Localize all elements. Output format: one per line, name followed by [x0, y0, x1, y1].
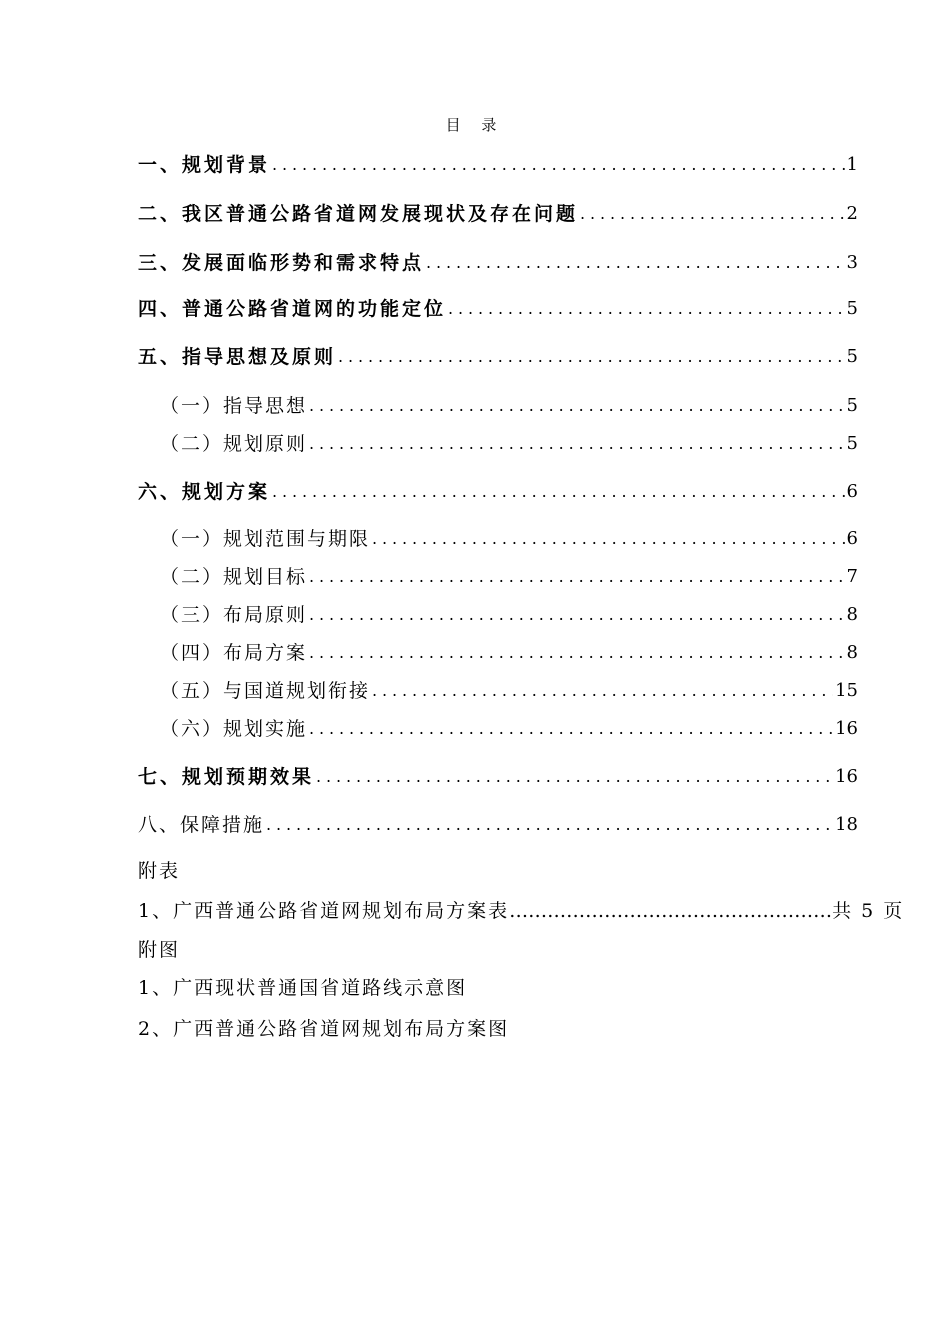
toc-entry[interactable]: [160, 714, 858, 742]
toc-entry[interactable]: [160, 429, 858, 457]
toc-entry-page: 2: [846, 203, 858, 224]
toc-entry-label: 五、指导思想及原则: [138, 346, 337, 368]
toc-entry-page: 6: [846, 528, 858, 549]
toc-leader: [266, 814, 833, 836]
toc-entry[interactable]: [160, 676, 858, 704]
toc-entry-label: （五）与国道规划衔接: [160, 680, 371, 702]
toc-leader: [309, 604, 845, 626]
toc-entry[interactable]: [160, 391, 858, 419]
toc-entry-label: （二）规划目标: [160, 566, 308, 588]
toc-entry[interactable]: [160, 600, 858, 628]
toc-leader: [338, 346, 845, 368]
toc-entry-label: （一）规划范围与期限: [160, 528, 371, 550]
appendix-tables-heading: 附表: [138, 860, 181, 882]
toc-entry-page: 3: [846, 252, 858, 273]
appendix-table-item-pages: 共 5 页: [832, 900, 905, 922]
toc-entry[interactable]: [138, 762, 858, 790]
toc-entry-label: （一）指导思想: [160, 395, 308, 417]
toc-entry-page: 16: [835, 718, 858, 739]
appendix-figure-item[interactable]: 1、广西现状普通国省道路线示意图: [138, 977, 468, 999]
toc-leader: [372, 680, 833, 702]
toc-entry[interactable]: [160, 638, 858, 666]
toc-entry-label: 四、普通公路省道网的功能定位: [138, 298, 447, 320]
toc-entry[interactable]: [160, 562, 858, 590]
toc-entry-page: 15: [835, 680, 858, 701]
toc-leader: [580, 203, 845, 225]
toc-leader: [372, 528, 845, 550]
toc-entry-page: 7: [846, 566, 858, 587]
toc-entry[interactable]: [138, 477, 858, 505]
appendix-figure-item[interactable]: 2、广西普通公路省道网规划布局方案图: [138, 1018, 510, 1040]
appendix-table-item[interactable]: [138, 898, 905, 924]
toc-entry[interactable]: [138, 248, 858, 276]
toc-entry-label: 七、规划预期效果: [138, 766, 315, 788]
toc-entry[interactable]: [160, 524, 858, 552]
toc-leader: [309, 433, 845, 455]
toc-entry-page: 1: [846, 154, 858, 175]
toc-entry-page: 5: [846, 433, 858, 454]
toc-leader: [272, 481, 845, 503]
appendix-table-item-leader: ……………………………………………: [509, 900, 833, 922]
toc-leader: [316, 766, 833, 788]
toc-leader: [426, 252, 845, 274]
toc-entry-page: 8: [846, 642, 858, 663]
toc-entry-label: （二）规划原则: [160, 433, 308, 455]
toc-entry-page: 5: [846, 298, 858, 319]
toc-leader: [309, 642, 845, 664]
toc-entry-page: 5: [846, 346, 858, 367]
toc-leader: [309, 718, 833, 740]
toc-entry-page: 8: [846, 604, 858, 625]
toc-entry-label: （三）布局原则: [160, 604, 308, 626]
toc-leader: [448, 298, 845, 320]
toc-entry-page: 6: [846, 481, 858, 502]
toc-entry-page: 18: [835, 814, 858, 835]
toc-entry-page: 5: [846, 395, 858, 416]
toc-entry-label: 一、规划背景: [138, 154, 271, 176]
toc-entry-label: 二、我区普通公路省道网发展现状及存在问题: [138, 203, 579, 225]
appendix-table-item-label: 1、广西普通公路省道网规划布局方案表: [138, 900, 510, 922]
toc-entry[interactable]: [138, 342, 858, 370]
toc-entry[interactable]: [138, 150, 858, 178]
appendix-figures-heading: 附图: [138, 939, 181, 961]
toc-entry-label: （四）布局方案: [160, 642, 308, 664]
toc-entry-label: 六、规划方案: [138, 481, 271, 503]
toc-leader: [309, 395, 845, 417]
toc-entry-label: （六）规划实施: [160, 718, 308, 740]
toc-entry[interactable]: [138, 199, 858, 227]
toc-leader: [309, 566, 845, 588]
toc-entry-label: 三、发展面临形势和需求特点: [138, 252, 425, 274]
toc-entry[interactable]: [138, 294, 858, 322]
toc-entry-page: 16: [835, 766, 858, 787]
toc-entry-label: 八、保障措施: [138, 814, 265, 836]
toc-title: 目 录: [445, 116, 505, 134]
toc-leader: [272, 154, 845, 176]
toc-entry[interactable]: [138, 810, 858, 838]
